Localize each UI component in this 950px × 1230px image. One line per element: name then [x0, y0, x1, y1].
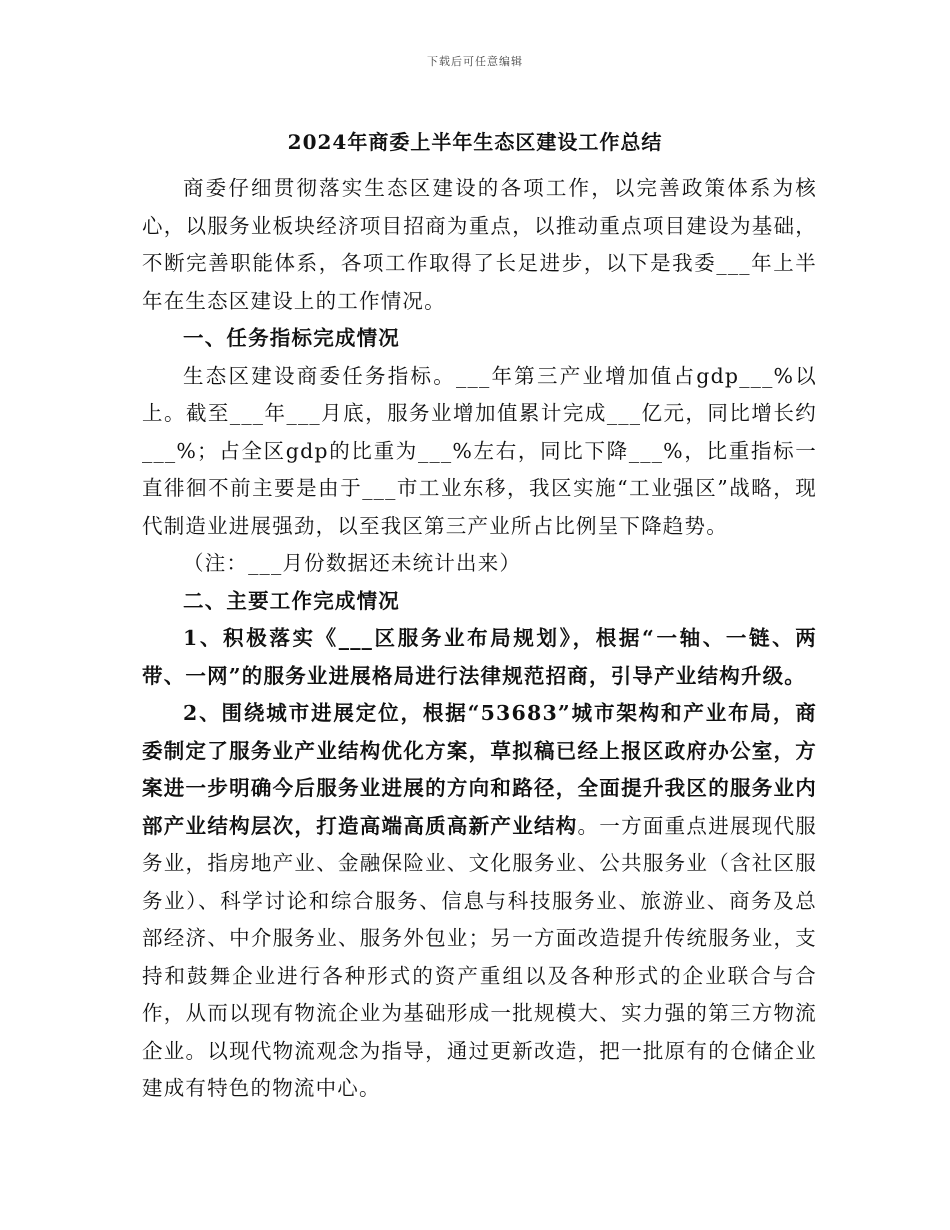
item-1-paragraph: 1、积极落实《___区服务业布局规划》，根据“一轴、一链、两带、一网”的服务业进展格局进行法律规范招商，引导产业结构升级。 — [142, 626, 817, 688]
document-body — [142, 170, 817, 1108]
section-1-note: （注：___月份数据还未统计出来） — [183, 551, 522, 575]
document-title: 2024年商委上半年生态区建设工作总结 — [287, 130, 663, 154]
section-1-paragraph: 生态区建设商委任务指标。___年第三产业增加值占gdp___%以上。截至___年___月底，服务业增加值累计完成___亿元，同比增长约___%；占全区gdp的比重为___%左右，同比下降___%，比重指标一直徘徊不前主要是由于___市工业东移，我区实施“工业强区”战略，现代制造业进展强劲，以至我区第三产业所占比例呈下降趋势。 — [142, 363, 817, 538]
item-2-bold-text: 2、围绕城市进展定位，根据“53683”城市架构和产业布局，商委制定了服务业产业结构优化方案，草拟稿已经上报区政府办公室，方案进一步明确今后服务业进展的方向和路径，全面提升我区的服务业内部产业结构层次，打造高端高质高新产业结构 — [142, 701, 817, 838]
header-note: 下载后可任意编辑 — [427, 55, 523, 68]
section-1-heading: 一、任务指标完成情况 — [183, 326, 400, 350]
item-2-regular-text: 。一方面重点进展现代服务业，指房地产业、金融保险业、文化服务业、公共服务业（含社区服务业）、科学讨论和综合服务、信息与科技服务业、旅游业、商务及总部经济、中介服务业、服务外包业；另一方面改造提升传统服务业，支持和鼓舞企业进行各种形式的资产重组以及各种形式的企业联合与合作，从而以现有物流企业为基础形成一批规模大、实力强的第三方物流企业。以现代物流观念为指导，通过更新改造，把一批原有的仓储企业建成有特色的物流中心。 — [142, 813, 817, 1100]
item-2-paragraph — [142, 695, 817, 1108]
section-2-heading: 二、主要工作完成情况 — [183, 588, 400, 613]
intro-paragraph: 商委仔细贯彻落实生态区建设的各项工作，以完善政策体系为核心，以服务业板块经济项目招商为重点，以推动重点项目建设为基础，不断完善职能体系，各项工作取得了长足进步，以下是我委___年上半年在生态区建设上的工作情况。 — [142, 176, 817, 313]
